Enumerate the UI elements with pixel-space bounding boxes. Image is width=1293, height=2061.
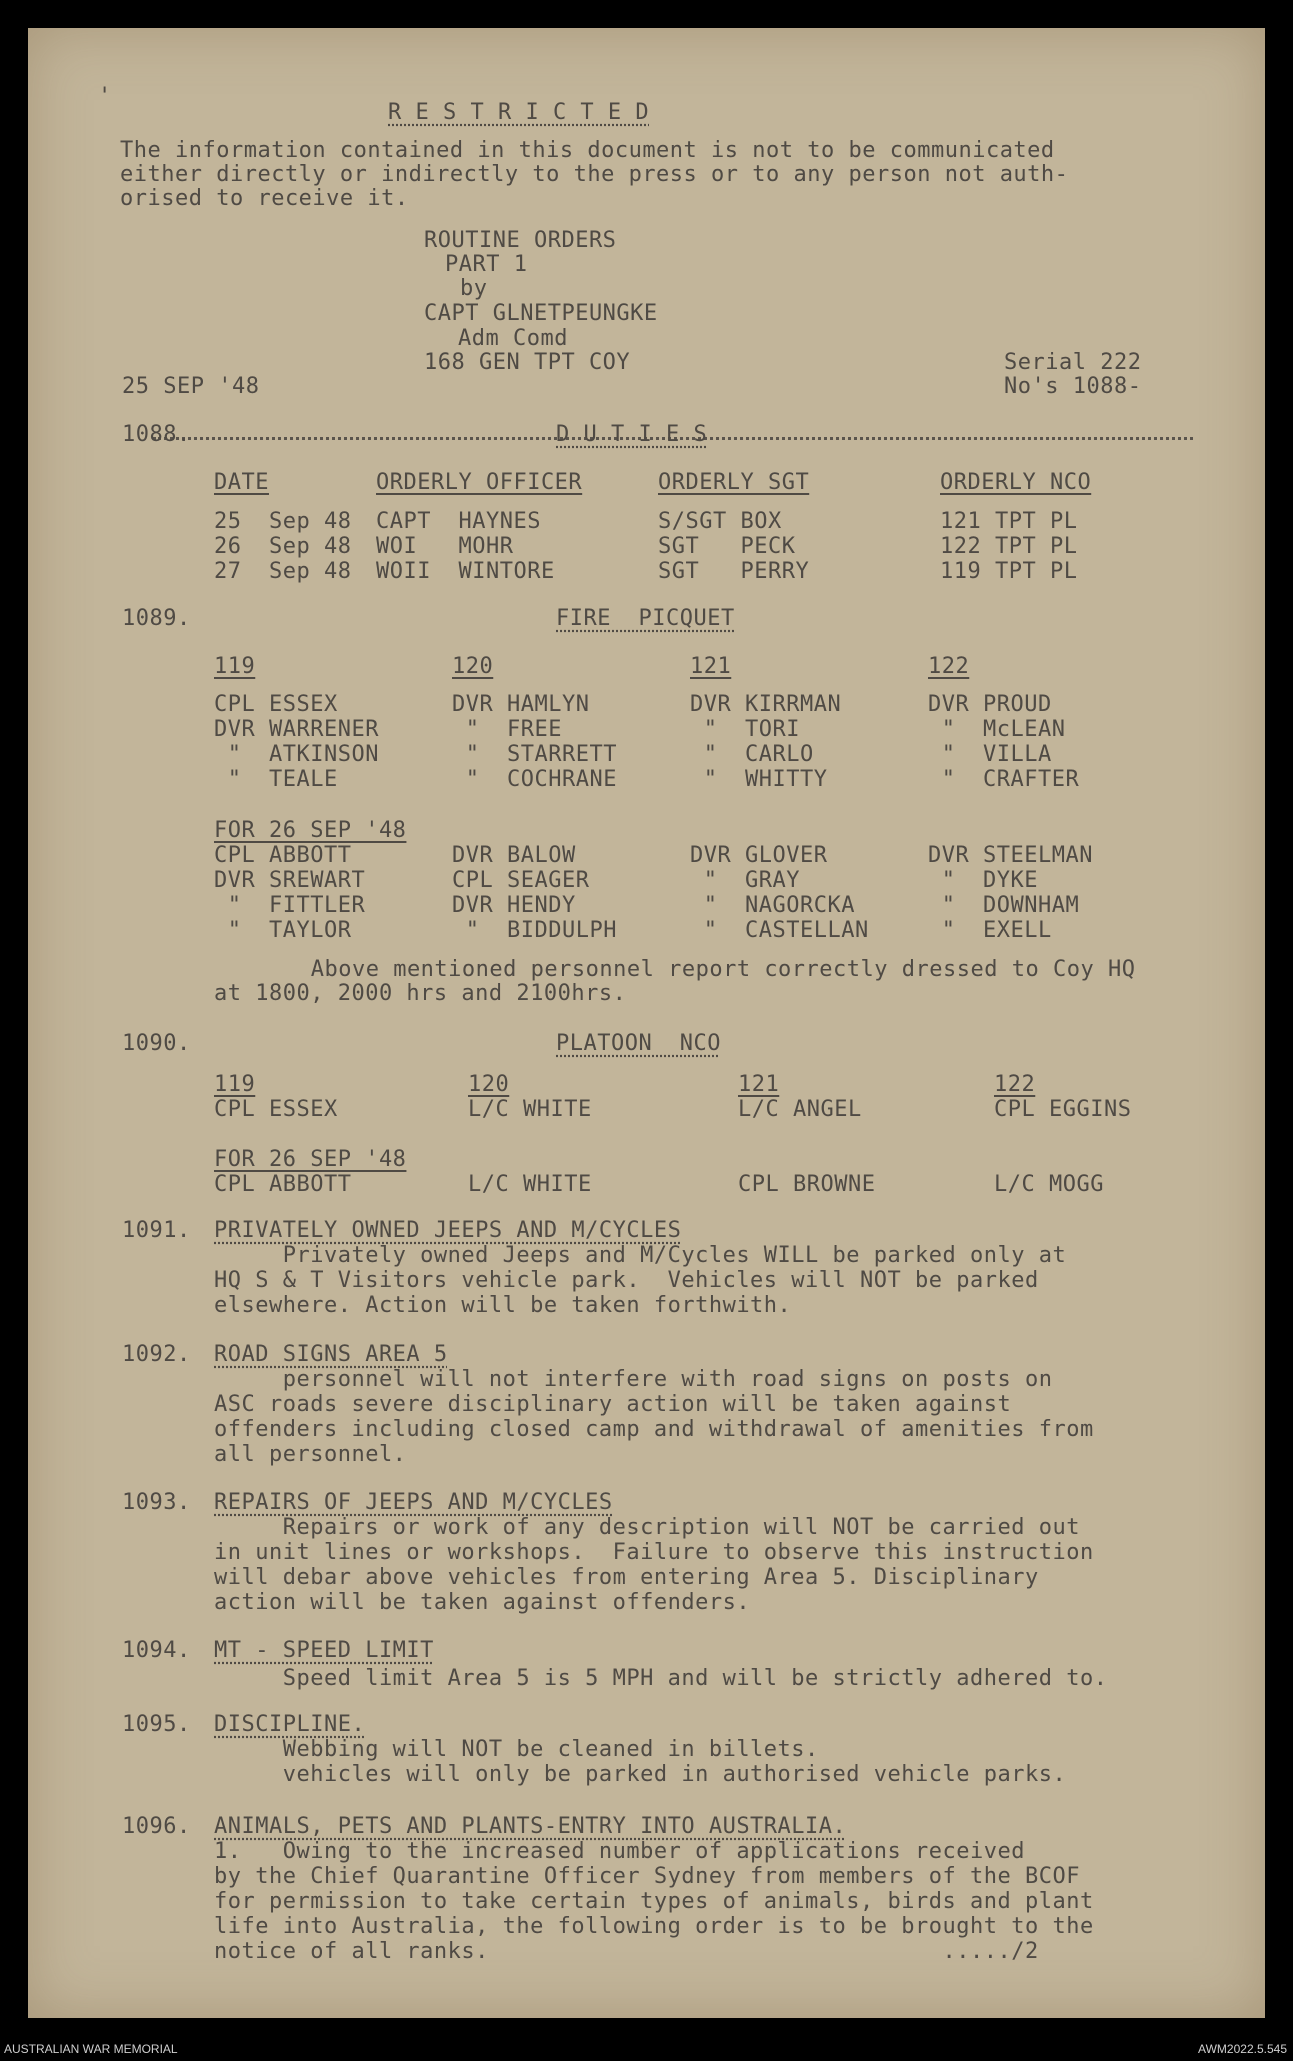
fire-120-line-4: " COCHRANE — [452, 767, 617, 792]
title-unit: 168 GEN TPT COY — [424, 350, 631, 375]
fire2-122-line-3: " DOWNHAM — [928, 893, 1080, 918]
platoon-row2-122: L/C MOGG — [994, 1172, 1104, 1197]
archive-reference: AWM2022.5.545 — [1198, 2042, 1287, 2056]
section-number-1095: 1095. — [122, 1712, 191, 1737]
fire2-120-line-1: DVR BALOW — [452, 843, 576, 868]
classification-heading: R E S T R I C T E D — [388, 100, 650, 125]
order-1091-line-3: elsewhere. Action will be taken forthwith. — [214, 1293, 792, 1318]
section-number-1090: 1090. — [122, 1031, 191, 1056]
fire-col-head-121: 121 — [690, 654, 732, 679]
order-1092-line-4: all personnel. — [214, 1442, 407, 1467]
title-part: PART 1 — [445, 252, 528, 277]
section-number-1092: 1092. — [122, 1342, 191, 1367]
order-1096-line-3: for permission to take certain types of animals, birds and plant — [214, 1889, 1094, 1914]
duties-row-3-sgt: SGT PERRY — [658, 559, 810, 584]
platoon-nco-title: PLATOON NCO — [556, 1031, 721, 1056]
duties-row-2-officer: WOI MOHR — [376, 534, 514, 559]
order-1096-line-5: notice of all ranks. ...../2 — [214, 1939, 1039, 1964]
archive-credit: AUSTRALIAN WAR MEMORIAL — [4, 2042, 178, 2056]
order-1091-line-2: HQ S & T Visitors vehicle park. Vehicles will NOT be parked — [214, 1268, 1039, 1293]
fire2-120-line-4: " BIDDULPH — [452, 918, 617, 943]
order-1093-line-2: in unit lines or workshops. Failure to observe this instruction — [214, 1540, 1094, 1565]
order-1096-line-2: by the Chief Quarantine Officer Sydney from members of the BCOF — [214, 1864, 1080, 1889]
order-1095-title: DISCIPLINE. — [214, 1712, 366, 1737]
fire2-119-line-3: " FITTLER — [214, 893, 366, 918]
platoon-head-121: 121 — [738, 1072, 780, 1097]
duties-header-date: DATE — [214, 470, 269, 495]
fire2-122-line-1: DVR STEELMAN — [928, 843, 1093, 868]
order-1091-line-1: Privately owned Jeeps and M/Cycles WILL be parked only at — [214, 1243, 1067, 1268]
fire-note-line-1: Above mentioned personnel report correctly dressed to Coy HQ — [242, 957, 1136, 982]
document-page — [28, 28, 1265, 2018]
fire-122-line-3: " VILLA — [928, 742, 1052, 767]
notice-line-3: orised to receive it. — [120, 186, 409, 211]
fire-121-line-4: " WHITTY — [690, 767, 828, 792]
order-1093-line-1: Repairs or work of any description will NOT be carried out — [214, 1515, 1080, 1540]
platoon-head-119: 119 — [214, 1072, 256, 1097]
order-date: 25 SEP '48 — [122, 374, 260, 399]
duties-row-1-officer: CAPT HAYNES — [376, 509, 541, 534]
title-by: by — [460, 276, 488, 301]
section-number-1094: 1094. — [122, 1638, 191, 1663]
duties-row-1-sgt: S/SGT BOX — [658, 509, 782, 534]
fire-120-line-1: DVR HAMLYN — [452, 692, 590, 717]
section-number-1096: 1096. — [122, 1814, 191, 1839]
platoon-row1-122: CPL EGGINS — [994, 1097, 1132, 1122]
fire-121-line-2: " TORI — [690, 717, 800, 742]
notice-line-2: either directly or indirectly to the press or to any person not auth- — [120, 162, 1069, 187]
fire2-121-line-2: " GRAY — [690, 868, 800, 893]
duties-row-3-nco: 119 TPT PL — [940, 559, 1078, 584]
section-number-1088: 1088. — [122, 422, 191, 447]
fire2-121-line-3: " NAGORCKA — [690, 893, 855, 918]
fire-for-date: FOR 26 SEP '48 — [214, 818, 407, 843]
fire-119-line-2: DVR WARRENER — [214, 717, 379, 742]
duties-row-2-date: 26 Sep 48 — [214, 534, 352, 559]
order-1094-line-1: Speed limit Area 5 is 5 MPH and will be strictly adhered to. — [214, 1666, 1108, 1691]
fire2-120-line-2: CPL SEAGER — [452, 868, 590, 893]
duties-header-sgt: ORDERLY SGT — [658, 470, 810, 495]
duties-row-3-date: 27 Sep 48 — [214, 559, 352, 584]
duties-row-1-nco: 121 TPT PL — [940, 509, 1078, 534]
fire2-119-line-4: " TAYLOR — [214, 918, 352, 943]
fire2-122-line-4: " EXELL — [928, 918, 1052, 943]
section-number-1091: 1091. — [122, 1218, 191, 1243]
platoon-head-120: 120 — [468, 1072, 510, 1097]
order-numbers: No's 1088- — [1004, 374, 1142, 399]
fire-120-line-3: " STARRETT — [452, 742, 617, 767]
fire-119-line-1: CPL ESSEX — [214, 692, 338, 717]
corner-mark: ' — [98, 84, 112, 109]
duties-title: D U T I E S — [556, 422, 708, 447]
fire-119-line-4: " TEALE — [214, 767, 338, 792]
order-1095-line-1: Webbing will NOT be cleaned in billets. — [214, 1737, 819, 1762]
fire-col-head-122: 122 — [928, 654, 970, 679]
title-adm-comd: Adm Comd — [458, 326, 568, 351]
duties-header-officer: ORDERLY OFFICER — [376, 470, 583, 495]
platoon-row2-120: L/C WHITE — [468, 1172, 592, 1197]
fire-119-line-3: " ATKINSON — [214, 742, 379, 767]
fire-122-line-4: " CRAFTER — [928, 767, 1080, 792]
platoon-row1-120: L/C WHITE — [468, 1097, 592, 1122]
duties-row-2-nco: 122 TPT PL — [940, 534, 1078, 559]
platoon-row2-119: CPL ABBOTT — [214, 1172, 352, 1197]
order-1096-title: ANIMALS, PETS AND PLANTS-ENTRY INTO AUSTRALIA. — [214, 1814, 847, 1839]
platoon-row2-121: CPL BROWNE — [738, 1172, 876, 1197]
order-1095-line-2: vehicles will only be parked in authorised vehicle parks. — [214, 1762, 1067, 1787]
order-1092-line-1: personnel will not interfere with road signs on posts on — [214, 1367, 1053, 1392]
order-1092-line-2: ASC roads severe disciplinary action will be taken against — [214, 1392, 1012, 1417]
fire-122-line-2: " McLEAN — [928, 717, 1066, 742]
fire2-121-line-4: " CASTELLAN — [690, 918, 869, 943]
order-1093-line-3: will debar above vehicles from entering Area 5. Disciplinary — [214, 1565, 1039, 1590]
order-1093-title: REPAIRS OF JEEPS AND M/CYCLES — [214, 1490, 613, 1515]
section-number-1093: 1093. — [122, 1490, 191, 1515]
serial-number: Serial 222 — [1004, 350, 1142, 375]
fire-120-line-2: " FREE — [452, 717, 562, 742]
platoon-head-122: 122 — [994, 1072, 1036, 1097]
order-1094-title: MT - SPEED LIMIT — [214, 1638, 434, 1663]
platoon-row1-119: CPL ESSEX — [214, 1097, 338, 1122]
fire-note-line-2: at 1800, 2000 hrs and 2100hrs. — [214, 981, 627, 1006]
duties-row-3-officer: WOII WINTORE — [376, 559, 555, 584]
order-1096-line-1: 1. Owing to the increased number of applications received — [214, 1839, 1025, 1864]
order-1091-title: PRIVATELY OWNED JEEPS AND M/CYCLES — [214, 1218, 682, 1243]
order-1096-line-4: life into Australia, the following order is to be brought to the — [214, 1914, 1094, 1939]
duties-row-2-sgt: SGT PECK — [658, 534, 796, 559]
fire-col-head-119: 119 — [214, 654, 256, 679]
fire2-121-line-1: DVR GLOVER — [690, 843, 828, 868]
fire-picquet-title: FIRE PICQUET — [556, 606, 735, 631]
platoon-for-date: FOR 26 SEP '48 — [214, 1147, 407, 1172]
title-routine-orders: ROUTINE ORDERS — [424, 228, 617, 253]
fire-121-line-1: DVR KIRRMAN — [690, 692, 842, 717]
fire2-120-line-3: DVR HENDY — [452, 893, 576, 918]
fire-col-head-120: 120 — [452, 654, 494, 679]
fire2-122-line-2: " DYKE — [928, 868, 1038, 893]
section-number-1089: 1089. — [122, 606, 191, 631]
notice-line-1: The information contained in this document is not to be communicated — [120, 138, 1055, 163]
fire2-119-line-1: CPL ABBOTT — [214, 843, 352, 868]
platoon-row1-121: L/C ANGEL — [738, 1097, 862, 1122]
fire-121-line-3: " CARLO — [690, 742, 814, 767]
title-commander: CAPT GLNETPEUNGKE — [424, 301, 658, 326]
duties-header-nco: ORDERLY NCO — [940, 470, 1092, 495]
order-1092-title: ROAD SIGNS AREA 5 — [214, 1342, 448, 1367]
order-1092-line-3: offenders including closed camp and withdrawal of amenities from — [214, 1417, 1094, 1442]
order-1093-line-4: action will be taken against offenders. — [214, 1590, 751, 1615]
duties-row-1-date: 25 Sep 48 — [214, 509, 352, 534]
fire-122-line-1: DVR PROUD — [928, 692, 1052, 717]
fire2-119-line-2: DVR SREWART — [214, 868, 366, 893]
